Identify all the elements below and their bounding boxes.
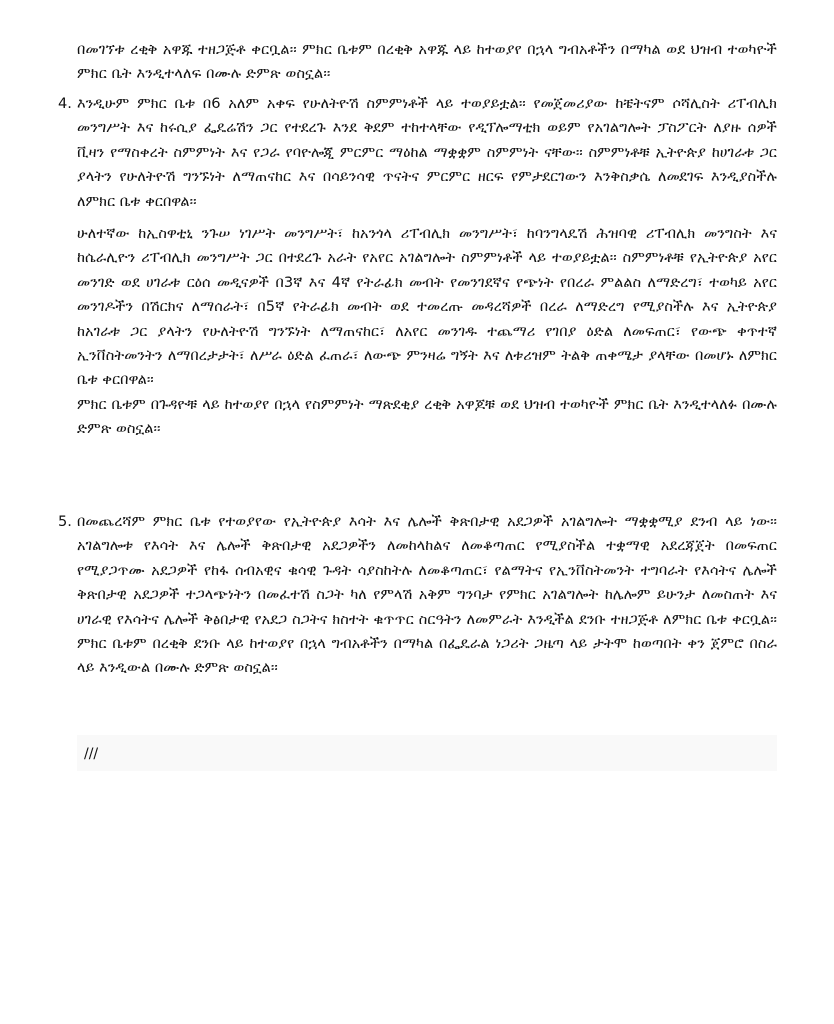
item-4-paragraph-3: ምክር ቤቱም በጉዳዮቹ ላይ ከተወያየ በኋላ የስምምነት ማጽደቂያ ረቂቅ አዋጆቹ ወደ ህዝብ ተወካዮች ምክር ቤት እንዲተላለፉ በሙሉ ድምጽ ወስኗል፡፡: [77, 395, 777, 438]
intro-paragraph: በመገኘቱ ረቂቅ አዋጁ ተዘጋጅቶ ቀርቧል፡፡ ምክር ቤቱም በረቂቅ አዋጁ ላይ ከተወያየ በኋላ ግብአቶችን በማካል ወደ ህዝብ ተወካዮች ምክር ቤት እንዲተላለፍ በሙሉ ድምጽ ወስኗል፡፡: [77, 41, 777, 83]
item-5-paragraph-1: በመጨረሻም ምክር ቤቱ የተወያየው የኢትዮጵያ እሳት እና ሌሎች ቅጽበታዊ አደጋዎች አገልግሎት ማቋቋሚያ ደንብ ላይ ነው፡፡ አገልግሎቱ የእሳት እና ሌሎች ቅጽበታዊ አደጋዎችን ለመከላከልና ለመቆጣጠር የሚያስችል ተቋማዊ አደረጃጀት በመፍጠር የሚያጋጥሙ አደጋዎች የከፋ ሰብአዊና ቁሳዊ ጉዳት ሳያስከትሉ ለመቆጣጠር፣ የልማትና የኢንቨስትመንት ተግባራት የእሳትና ሌሎች ቅጽበታዊ አደጋዎች ተጋላጭነትን በመፈተሽ ስጋት ካለ የምላሽ አቅም ግንባታ የምክር አገልግሎት ከሌሎም ይሁንታ ለመስጠት እና ሀገራዊ የእሳትና ሌሎች ቅፅበታዊ የአደጋ ስጋትና ክስተት ቁጥጥር ስርዓትን ለመምራት እንዲችል ደንቡ ተዘጋጅቶ ለምክር ቤቱ ቀርቧል፡፡ ምክር ቤቱም በረቂቅ ደንቡ ላይ ከተወያየ በኋላ ግብአቶችን በማካል በፌዴራል ነጋሪት ጋዜጣ ላይ ታትሞ ከወጣበት ቀን ጀምሮ በስራ ላይ እንዲውል በሙሉ ድምጽ ወስኗል፡፡: [77, 513, 777, 677]
list-item-number: 4.: [58, 95, 72, 112]
list-item-body: [77, 510, 777, 681]
end-mark-band: [77, 735, 777, 771]
list-item-5: [58, 510, 777, 681]
list-item-body: [77, 92, 777, 442]
list-item-4: [58, 92, 777, 442]
end-mark: ///: [84, 746, 99, 762]
list-item-number: 5.: [58, 513, 72, 530]
item-4-paragraph-2: ሁለተኛው ከኢስዋቲኒ ንጉሠ ነገሥት መንግሥት፣ ከአንጎላ ሪፐብሊክ መንግሥት፣ ከባንግላዴሽ ሕዝባዊ ሪፐብሊክ መንግስት እና ከሴራሊዮን ሪፐብሊክ መንግሥት ጋር በተደረጉ አራት የአየር አገልግሎት ስምምነቶች ላይ ተወያይቷል፡፡ ስምምነቶቹ የኢትዮጵያ አየር መንገድ ወደ ሀገራቱ ርዕሰ መዲናዎች በ3ኛ እና 4ኛ የትራፊክ መብት የመንገደኛና የጭነት የበረራ ምልልስ ለማድረግ፣ ተወካይ አየር መንገዶችን በሽርክና ለማሰራት፣ በ5ኛ የትራፊክ መብት ወደ ተመረጡ መዳረሻዎች በረራ ለማድረግ የሚያስችሉ እና ኢትዮጵያ ከአገራቱ ጋር ያላትን የሁለትዮሽ ግንኙነት ለማጠናከር፣ ለአየር መንገዱ ተጨማሪ የገበያ ዕድል ለመፍጠር፣ የውጭ ቀጥተኛ ኢንቨስትመንትን ለማበረታታት፣ ለሥራ ዕድል ፈጠራ፣ ለውጭ ምንዛሬ ግኝት እና ለቱሪዝም ትልቅ ጠቀሜታ ያላቸው በመሆኑ ለምክር ቤቱ ቀርበዋል፡፡: [77, 225, 777, 389]
item-4-paragraph-1: እንዲሁም ምክር ቤቱ በ6 አለም አቀፍ የሁለትዮሽ ስምምነቶች ላይ ተወያይቷል፡፡ የመጀመሪያው ከቼትናም ሶሻሊስት ሪፐብሊክ መንግሥት እና ከሩሲያ ፌዴሬሽን ጋር የተደረጉ እንደ ቅደም ተከተላቸው የዲፕሎማቲክ ወይም የአገልግሎት ፓስፖርት ለያዙ ሰዎች ቪዛን የማስቀረት ስምምነት እና የጋራ የባዮሎጂ ምርምር ማዕከል ማቋቋም ስምምነት ናቸው፡፡ ስምምነቶቹ ኢትዮጵያ ከሀገራቱ ጋር ያላትን የሁለትዮሽ ግንኙነት ለማጠናከር እና በሳይንሳዊ ጥናትና ምርምር ዘርፍ የምታደርገውን እንቅስቃሴ ለመደገፍ እንዲያስችሉ ለምክር ቤቱ ቀርበዋል፡፡: [77, 95, 777, 210]
